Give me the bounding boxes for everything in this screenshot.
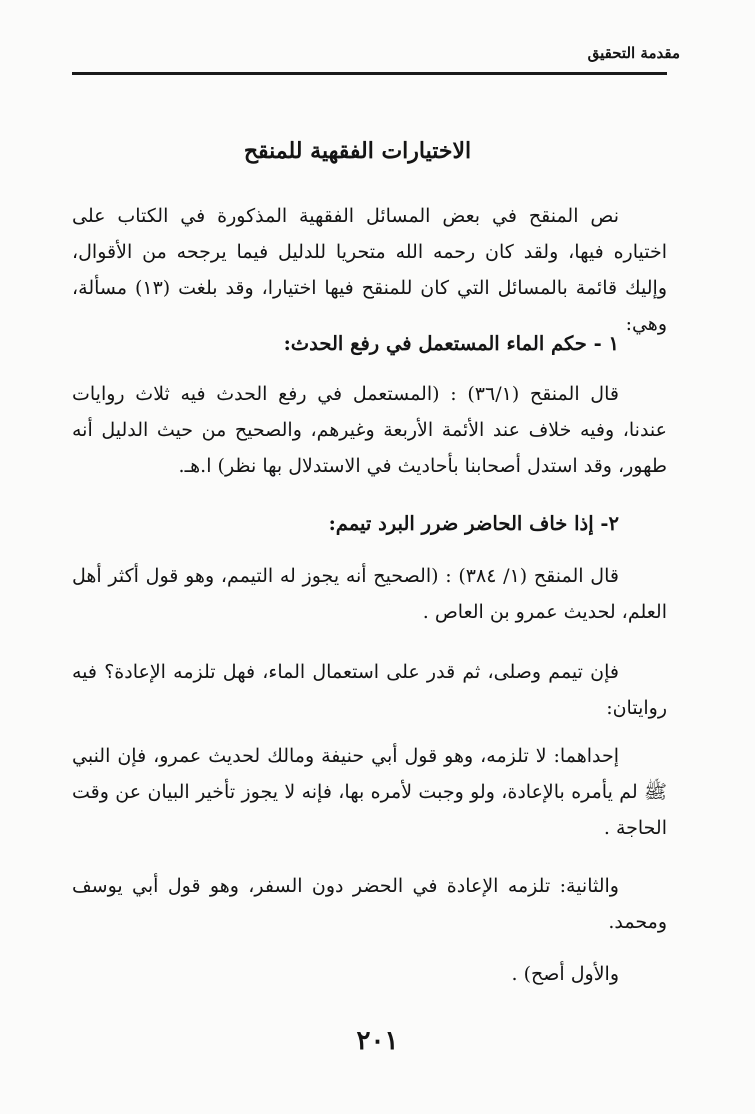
paragraph-conclusion: والأول أصح) .: [511, 963, 619, 985]
paragraph-issue-2: قال المنقح (١/ ٣٨٤) : (الصحيح أنه يجوز له التيمم، وهو قول أكثر أهل العلم، لحديث عمرو بن العاص .: [72, 565, 667, 623]
paragraph-two-narrations: فإن تيمم وصلى، ثم قدر على استعمال الماء، فهل تلزمه الإعادة؟ فيه روايتان:: [72, 661, 667, 719]
paragraph-first-narration: إحداهما: لا تلزمه، وهو قول أبي حنيفة ومالك لحديث عمرو، فإن النبي ﷺ لم يأمره بالإعادة، ولو وجبت لأمره بها، فإنه لا يجوز تأخير البيان عن وقت الحاجة .: [72, 745, 667, 839]
page-number: ٢٠١: [356, 1026, 399, 1056]
issue-heading-1: ١ - حكم الماء المستعمل في رفع الحدث:: [283, 332, 619, 355]
running-head-title: مقدمة التحقيق: [587, 44, 680, 62]
header-rule: [72, 72, 667, 75]
paragraph-issue-1: قال المنقح (٣٦/١) : (المستعمل في رفع الحدث فيه ثلاث روايات عندنا، وفيه خلاف عند الأئمة الأربعة وغيرهم، والصحيح من حيث الدليل أنه طهور، وقد استدل أصحابنا بأحاديث في الاستدلال بها نظر) ا.هـ.: [72, 383, 667, 477]
paragraph-second-narration: والثانية: تلزمه الإعادة في الحضر دون السفر، وهو قول أبي يوسف ومحمد.: [72, 875, 667, 933]
intro-paragraph: نص المنقح في بعض المسائل الفقهية المذكورة في الكتاب على اختياره فيها، ولقد كان رحمه الله متحريا للدليل فيما يرجحه من الأقوال، وإليك قائمة بالمسائل التي كان للمنقح فيها اختيارا، وقد بلغت (١٣) مسألة، وهي:: [72, 205, 667, 335]
section-title: الاختيارات الفقهية للمنقح: [243, 138, 472, 164]
issue-heading-2: ٢- إذا خاف الحاضر ضرر البرد تيمم:: [328, 512, 619, 535]
